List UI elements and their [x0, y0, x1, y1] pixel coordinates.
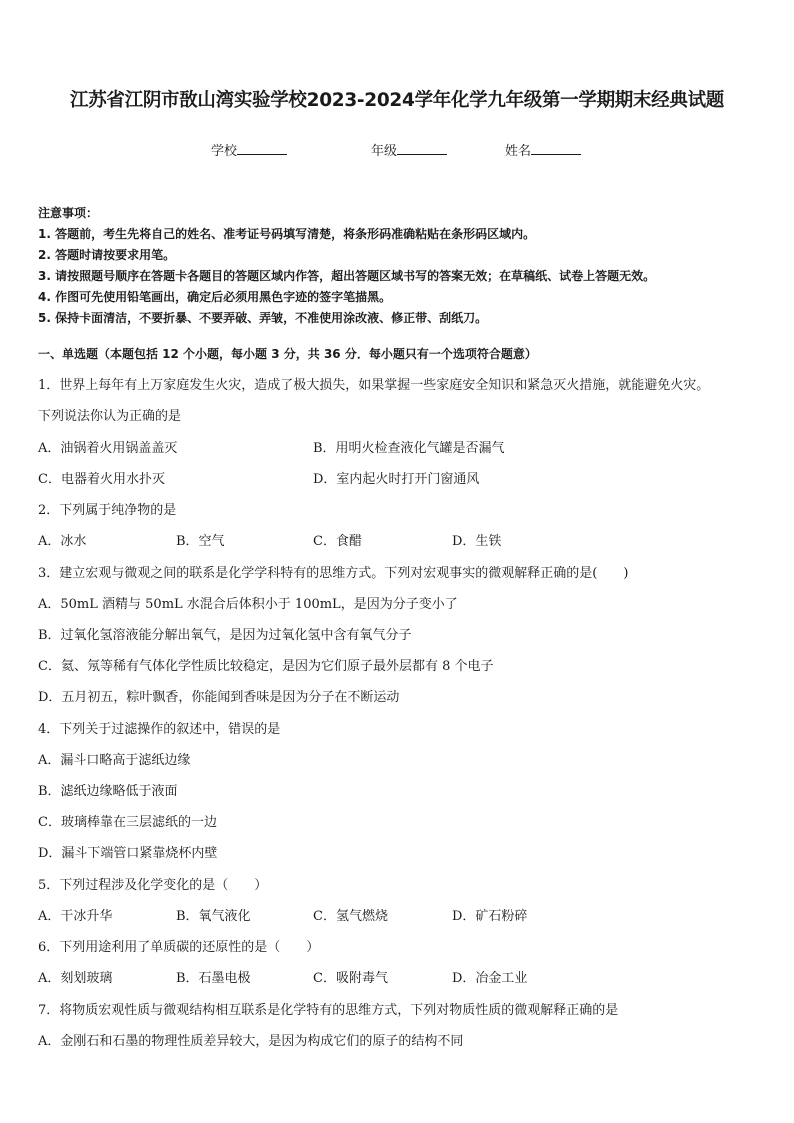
question-stem: 5．下列过程涉及化学变化的是（ ）: [38, 878, 268, 893]
question-stem: 2．下列属于纯净物的是: [38, 503, 177, 518]
school-field: [211, 140, 287, 159]
grade-label: 年级: [371, 144, 398, 159]
option: A．刻划玻璃: [38, 971, 113, 986]
name-field: [505, 140, 581, 159]
option: A．油锅着火用锅盖盖灭: [38, 441, 178, 456]
name-blank: [531, 143, 581, 155]
option: B．过氧化氢溶液能分解出氧气，是因为过氧化氢中含有氧气分子: [38, 628, 412, 643]
section-heading: 一、单选题（本题包括 12 个小题，每小题 3 分，共 36 分．每小题只有一个选项符合题意）: [38, 347, 537, 361]
name-label: 姓名: [505, 144, 532, 159]
option: D．生铁: [452, 534, 502, 549]
grade-field: [371, 140, 447, 159]
school-label: 学校: [211, 144, 238, 159]
notice-item: 2. 答题时请按要求用笔。: [38, 248, 176, 262]
question-stem: 1．世界上每年有上万家庭发生火灾，造成了极大损失，如果掌握一些家庭安全知识和紧急灭火措施，就能避免火灾。: [38, 378, 710, 393]
school-blank: [237, 143, 287, 155]
notice-item: 5. 保持卡面清洁，不要折暴、不要弄破、弄皱，不准使用涂改液、修正带、刮纸刀。: [38, 311, 488, 325]
notice-item: 4. 作图可先使用铅笔画出，确定后必须用黑色字迹的签字笔描黑。: [38, 290, 392, 304]
option: D．矿石粉碎: [452, 909, 528, 924]
question-stem: 下列说法你认为正确的是: [38, 409, 182, 424]
notice-heading: 注意事项：: [38, 206, 99, 220]
option: A．干冰升华: [38, 909, 113, 924]
question-stem: 7．将物质宏观性质与微观结构相互联系是化学特有的思维方式，下列对物质性质的微观解释正确的是: [38, 1003, 619, 1018]
option: C．食醋: [313, 534, 362, 549]
option: B．用明火检查液化气罐是否漏气: [313, 441, 505, 456]
option: A．金刚石和石墨的物理性质差异较大，是因为构成它们的原子的结构不同: [38, 1034, 464, 1049]
option: D．室内起火时打开门窗通风: [313, 472, 480, 487]
option: B．空气: [176, 534, 225, 549]
option: C．吸附毒气: [313, 971, 388, 986]
question-stem: 6．下列用途利用了单质碳的还原性的是（ ）: [38, 940, 320, 955]
option: A．漏斗口略高于滤纸边缘: [38, 753, 191, 768]
option: B．滤纸边缘略低于液面: [38, 784, 178, 799]
option: D．冶金工业: [452, 971, 528, 986]
option: C．氢气燃烧: [313, 909, 388, 924]
option: C．电器着火用水扑灭: [38, 472, 165, 487]
exam-title: 江苏省江阴市敔山湾实验学校2023-2024学年化学九年级第一学期期末经典试题: [70, 90, 724, 111]
option: C．氦、氖等稀有气体化学性质比较稳定，是因为它们原子最外层都有 8 个电子: [38, 659, 494, 674]
option: C．玻璃棒靠在三层滤纸的一边: [38, 815, 217, 830]
option: B．石墨电极: [176, 971, 251, 986]
option: A．50mL 酒精与 50mL 水混合后体积小于 100mL，是因为分子变小了: [38, 597, 458, 612]
question-stem: 4．下列关于过滤操作的叙述中，错误的是: [38, 722, 281, 737]
option: D．五月初五，粽叶飘香，你能闻到香味是因为分子在不断运动: [38, 690, 400, 705]
grade-blank: [397, 143, 447, 155]
option: B．氧气液化: [176, 909, 251, 924]
option: D．漏斗下端管口紧靠烧杯内壁: [38, 846, 218, 861]
option: A．冰水: [38, 534, 87, 549]
notice-block: [38, 203, 655, 329]
question-stem: 3．建立宏观与微观之间的联系是化学学科特有的思维方式。下列对宏观事实的微观解释正确的是( ): [38, 566, 629, 581]
notice-item: 1. 答题前，考生先将自己的姓名、准考证号码填写清楚，将条形码准确粘贴在条形码区域内。: [38, 227, 536, 241]
notice-item: 3. 请按照题号顺序在答题卡各题目的答题区域内作答，超出答题区域书写的答案无效；在草稿纸、试卷上答题无效。: [38, 269, 656, 283]
